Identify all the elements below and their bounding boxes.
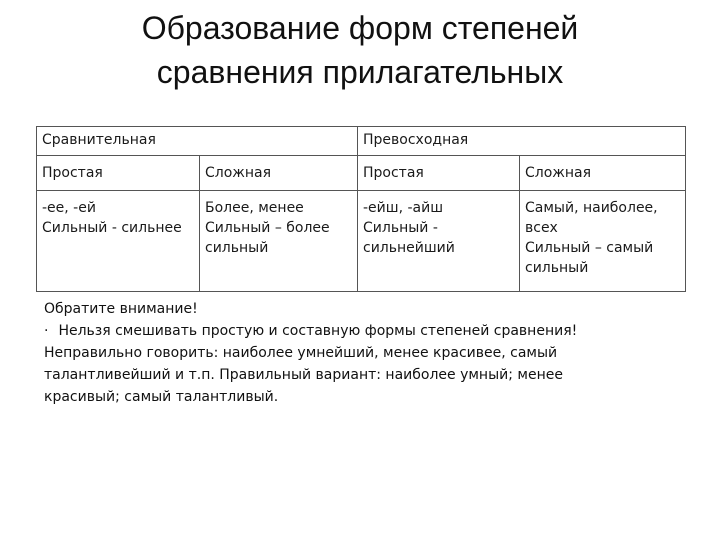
table-subheader-row	[37, 156, 686, 191]
table-row	[37, 191, 686, 292]
header-comparative: Сравнительная	[37, 127, 358, 156]
subheader-comparative-simple: Простая	[37, 156, 200, 191]
note-rule-line	[44, 320, 684, 342]
note-line-4: талантливейший и т.п. Правильный вариант: наиболее умный; менее	[44, 367, 563, 383]
cell-line: Самый, наиболее,	[525, 200, 658, 216]
title-line-1: Образование форм степеней	[141, 10, 579, 46]
subheader-superlative-simple: Простая	[358, 156, 520, 191]
note-rule: Нельзя смешивать простую и составную формы степеней сравнения!	[58, 323, 578, 339]
cell-line: сильный	[525, 260, 589, 276]
note-line-3: Неправильно говорить: наиболее умнейший, менее красивее, самый	[44, 345, 558, 361]
subheader-superlative-compound: Сложная	[520, 156, 686, 191]
attention-note	[44, 298, 684, 408]
cell-line: сильный	[205, 240, 269, 256]
cell-line: сильнейший	[363, 240, 455, 256]
note-line-5: красивый; самый талантливый.	[44, 389, 279, 405]
cell-line: Сильный – более	[205, 220, 330, 236]
title-line-2: сравнения прилагательных	[156, 54, 564, 90]
cell-line: -ейш, -айш	[363, 200, 444, 216]
slide-title	[60, 6, 660, 94]
cell-superlative-simple	[358, 191, 520, 292]
cell-line: всех	[525, 220, 558, 236]
cell-line: Более, менее	[205, 200, 304, 216]
note-heading: Обратите внимание!	[44, 301, 198, 317]
cell-line: Сильный - сильнее	[42, 220, 182, 236]
bullet-icon: ·	[44, 323, 49, 339]
comparison-degrees-table	[36, 126, 686, 292]
cell-superlative-compound	[520, 191, 686, 292]
cell-line: Сильный – самый	[525, 240, 654, 256]
subheader-comparative-compound: Сложная	[200, 156, 358, 191]
cell-comparative-compound	[200, 191, 358, 292]
cell-line: -ее, -ей	[42, 200, 96, 216]
table-header-row	[37, 127, 686, 156]
cell-comparative-simple	[37, 191, 200, 292]
cell-line: Сильный -	[363, 220, 438, 236]
header-superlative: Превосходная	[358, 127, 686, 156]
